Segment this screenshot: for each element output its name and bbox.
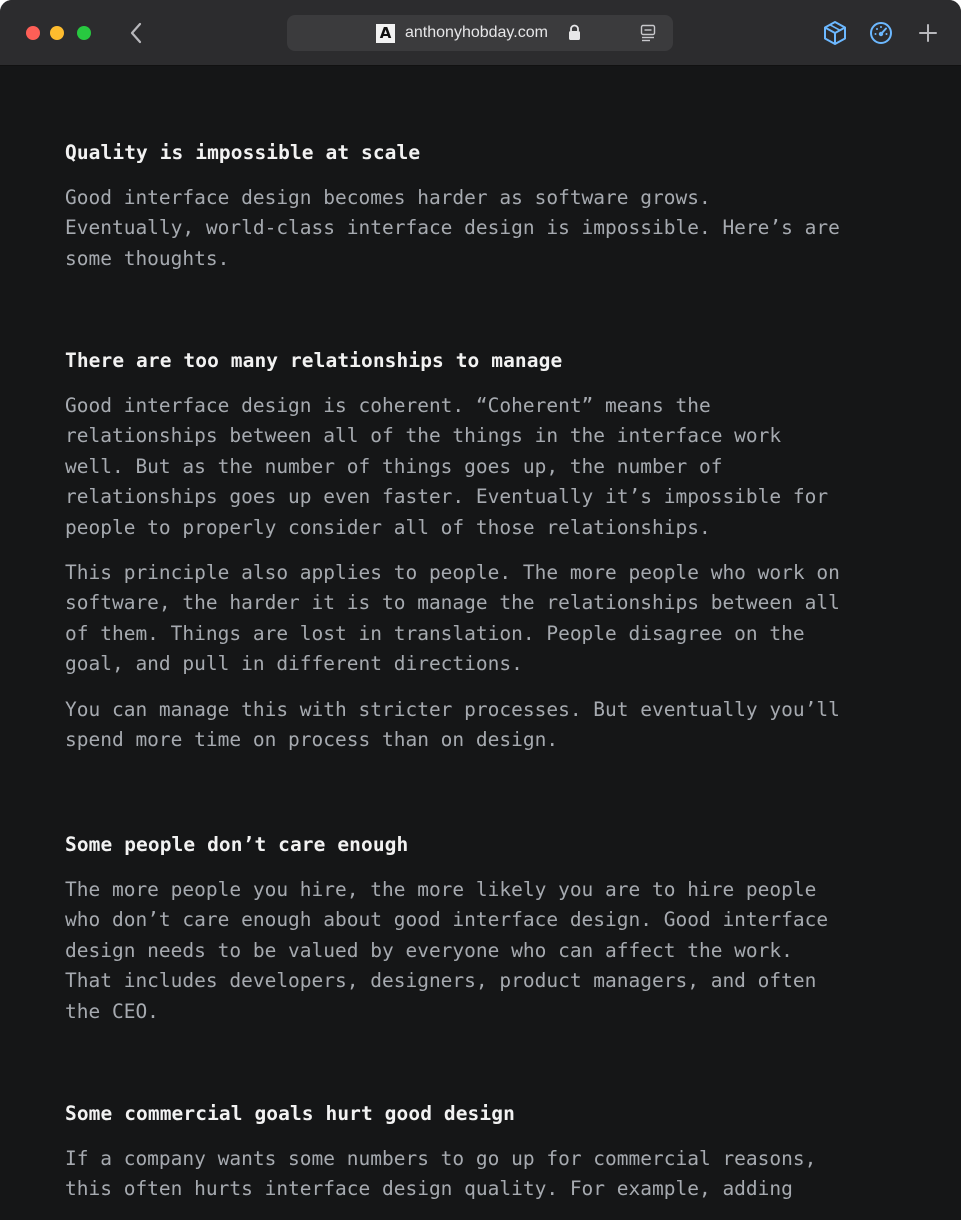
site-favicon: A: [376, 24, 395, 43]
plus-icon: [918, 23, 938, 43]
section-heading: Quality is impossible at scale: [65, 141, 421, 164]
paragraph: The more people you hire, the more likely you are to hire people who don’t care enough about good interface design. Good interface design needs to be valued by everyone who can affect the work. That includes developers, designers, product managers, and often the CEO.: [65, 878, 829, 1023]
url-text: anthonyhobday.com: [405, 24, 548, 41]
paragraph: Good interface design is coherent. “Coherent” means the relationships between all of the things in the interface work well. But as the number of things goes up, the number of relationships goes up even faster. Eventually it’s impossible for people to properly consider all of those relationships.: [65, 394, 829, 539]
chevron-left-icon: [129, 22, 143, 44]
dial-icon: [868, 20, 894, 46]
paragraph: You can manage this with stricter processes. But eventually you’ll spend more time on process than on design.: [65, 697, 840, 752]
article-section: [65, 138, 840, 274]
back-button[interactable]: [122, 18, 150, 48]
address-bar[interactable]: [287, 15, 673, 51]
new-tab-button[interactable]: [914, 19, 942, 47]
article-section: [65, 830, 828, 1027]
zoom-window-button[interactable]: [77, 26, 91, 40]
browser-toolbar: [0, 0, 961, 66]
section-heading: Some commercial goals hurt good design: [65, 1102, 515, 1125]
reader-mode-icon[interactable]: [640, 24, 656, 42]
lock-icon: [568, 24, 581, 41]
section-heading: Some people don’t care enough: [65, 833, 409, 856]
paragraph: If a company wants some numbers to go up for commercial reasons, this often hurts interface design quality. For example, adding: [65, 1147, 817, 1201]
section-heading: There are too many relationships to manage: [65, 349, 563, 372]
paragraph: This principle also applies to people. The more people who work on software, the harder it is to manage the relationships between all of them. Things are lost in translation. People disagree on the goal, and pull in different directions.: [65, 561, 840, 676]
page-content: [0, 66, 961, 1220]
article-section: [65, 1099, 816, 1205]
extension-2-button[interactable]: [867, 19, 895, 47]
close-window-button[interactable]: [26, 26, 40, 40]
article-section: [65, 346, 840, 755]
minimize-window-button[interactable]: [50, 26, 64, 40]
cube-icon: [822, 20, 848, 46]
paragraph: Good interface design becomes harder as software grows. Eventually, world-class interface design is impossible. Here’s are some thoughts.: [65, 186, 840, 270]
extension-button[interactable]: [821, 19, 849, 47]
